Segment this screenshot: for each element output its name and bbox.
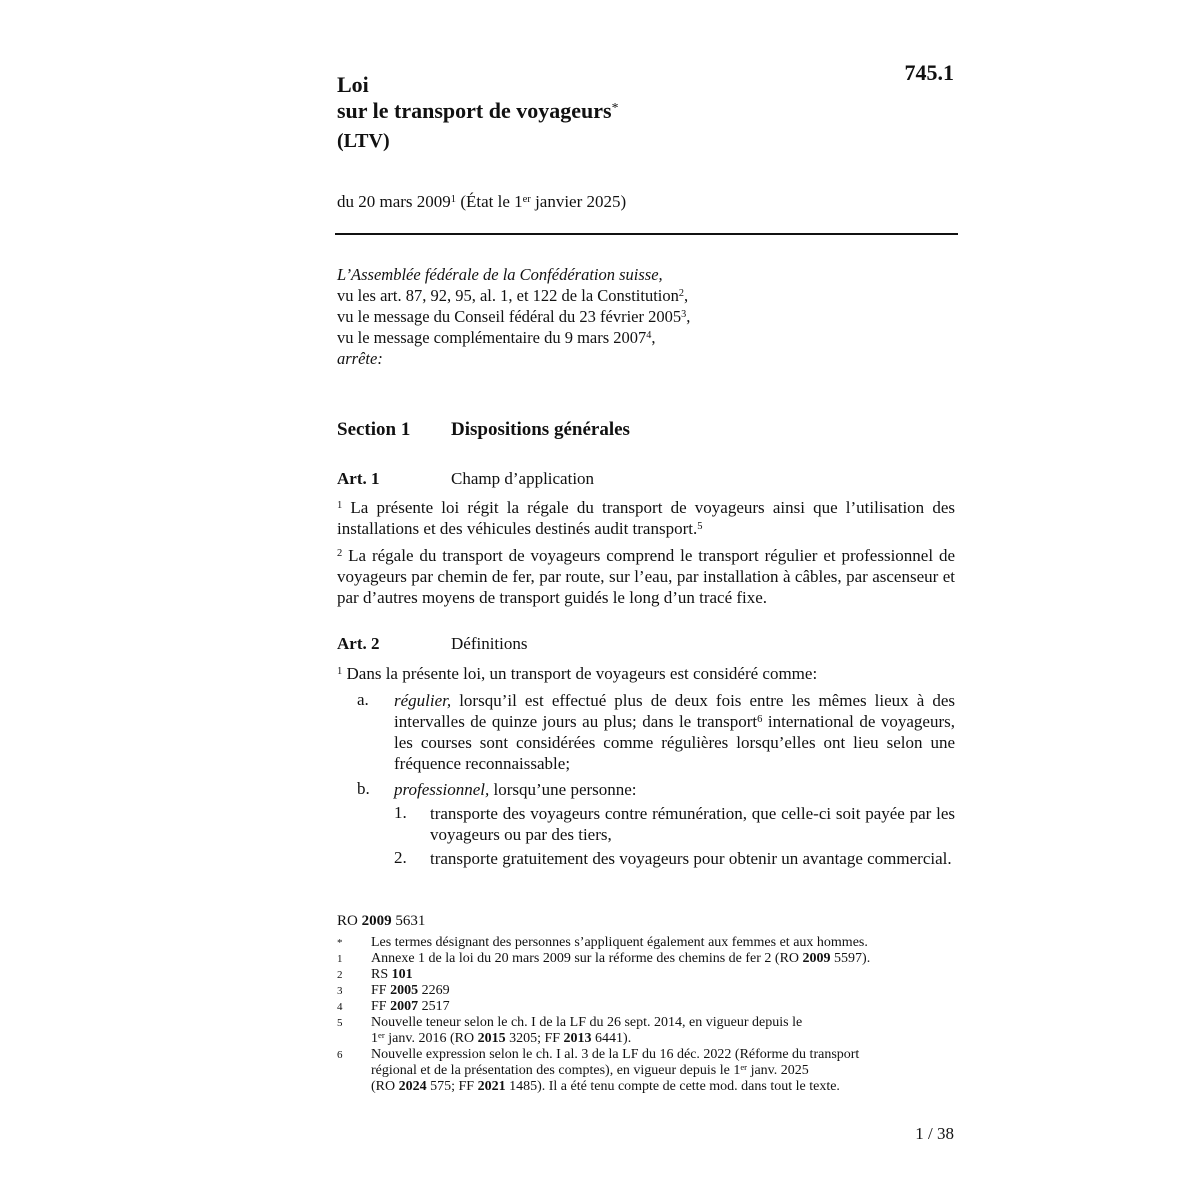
preamble-line: vu le message complémentaire du 9 mars 2007$^4$,	[337, 328, 656, 347]
sublist-item-1: transporte des voyageurs contre rémunération, que celle-ci soit payée par les voyageurs ou par des tiers,	[430, 804, 955, 844]
preamble-enacting: arrête:	[337, 349, 383, 368]
article-1-heading[interactable]: Art. 1 Champ d’application	[337, 469, 595, 488]
preamble-line: vu le message du Conseil fédéral du 23 février 2005$^3$,	[337, 307, 691, 326]
title-line-1: Loi	[337, 72, 369, 97]
definition-regular: régulier, lorsqu’il est effectué plus de deux fois entre les mêmes lieux à des intervalles de quinze jours au plus; dans le transport$^6$ international de voyageurs, les courses sont considérées comme régulières lorsqu’elles ont lieu selon une fréquence reconnaissable;	[394, 691, 956, 773]
list-label-a: a.	[357, 690, 369, 709]
list-label-b: b.	[357, 779, 370, 798]
systematic-number: 745.1	[904, 60, 954, 85]
sublist-label-2: 2.	[394, 848, 407, 867]
page-number: 1 / 38	[915, 1124, 954, 1143]
footnote-ref-5[interactable]: 5	[697, 521, 703, 533]
footnote-1: 1 Annexe 1 de la loi du 20 mars 2009 sur la réforme des chemins de fer 2 (RO 2009 5597).	[337, 951, 871, 966]
preamble-authority: L’Assemblée fédérale de la Confédération suisse,	[337, 265, 663, 284]
footnote-6: 6 Nouvelle expression selon le ch. I al. 3 de la LF du 16 déc. 2022 (Réforme du transport régional et de la présentation des comptes), en vigueur depuis le 1er janv. 2025 (RO 2024 575; FF 2021 1485). Il a été tenu compte de cette mod. dans tout le texte.	[337, 1047, 860, 1094]
definition-professional: professionnel, lorsqu’une personne:	[394, 780, 637, 799]
article-1-paragraph-1: $^1$ La présente loi régit la régale du transport de voyageurs ainsi que l’utilisation des installations et des véhicules destinés audit transport.$^5$	[337, 498, 955, 538]
footnote-2: 2 RS 101	[337, 967, 413, 982]
footnote-ref-1[interactable]: 1	[450, 194, 457, 206]
footnote-ref-4[interactable]: 4	[646, 330, 652, 342]
footnote-5: 5 Nouvelle teneur selon le ch. I de la LF du 26 sept. 2014, en vigueur depuis le 1er janv. 2016 (RO 2015 3205; FF 2013 6441).	[337, 1015, 803, 1046]
article-1-paragraph-2: $^2$ La régale du transport de voyageurs comprend le transport régulier et professionnel de voyageurs par chemin de fer, par route, sur l’eau, par installation à câbles, par ascenseur et par d’autres moyens de transport guidés le long d’un tracé fixe.	[337, 546, 955, 607]
footnote-ref-2[interactable]: 2	[678, 288, 684, 300]
law-date: du 20 mars 2009$^1$ (État le 1er janvier 2025)	[337, 192, 627, 211]
footnote-star: * Les termes désignant des personnes s’appliquent également aux femmes et aux hommes.	[337, 935, 868, 950]
article-2-heading[interactable]: Art. 2 Définitions	[337, 634, 528, 653]
title-footnote-marker[interactable]: *	[611, 99, 619, 115]
official-compilation-ref: RO 2009 5631	[337, 913, 426, 929]
footnote-ref-6[interactable]: 6	[757, 714, 763, 726]
footnote-4: 4 FF 2007 2517	[337, 999, 450, 1014]
header-divider	[335, 233, 958, 235]
footnote-3: 3 FF 2005 2269	[337, 983, 450, 998]
sublist-item-2: transporte gratuitement des voyageurs pour obtenir un avantage commercial.	[430, 849, 952, 868]
law-abbreviation: (LTV)	[337, 130, 390, 152]
footnote-ref-3[interactable]: 3	[681, 309, 687, 321]
title-line-2: sur le transport de voyageurs*	[337, 98, 619, 123]
preamble-line: vu les art. 87, 92, 95, al. 1, et 122 de la Constitution$^2$,	[337, 286, 689, 305]
sublist-label-1: 1.	[394, 803, 407, 822]
preamble	[337, 264, 690, 369]
article-2-paragraph-1: $^1$ Dans la présente loi, un transport de voyageurs est considéré comme:	[337, 664, 818, 683]
section-heading: Section 1 Dispositions générales	[337, 419, 630, 440]
